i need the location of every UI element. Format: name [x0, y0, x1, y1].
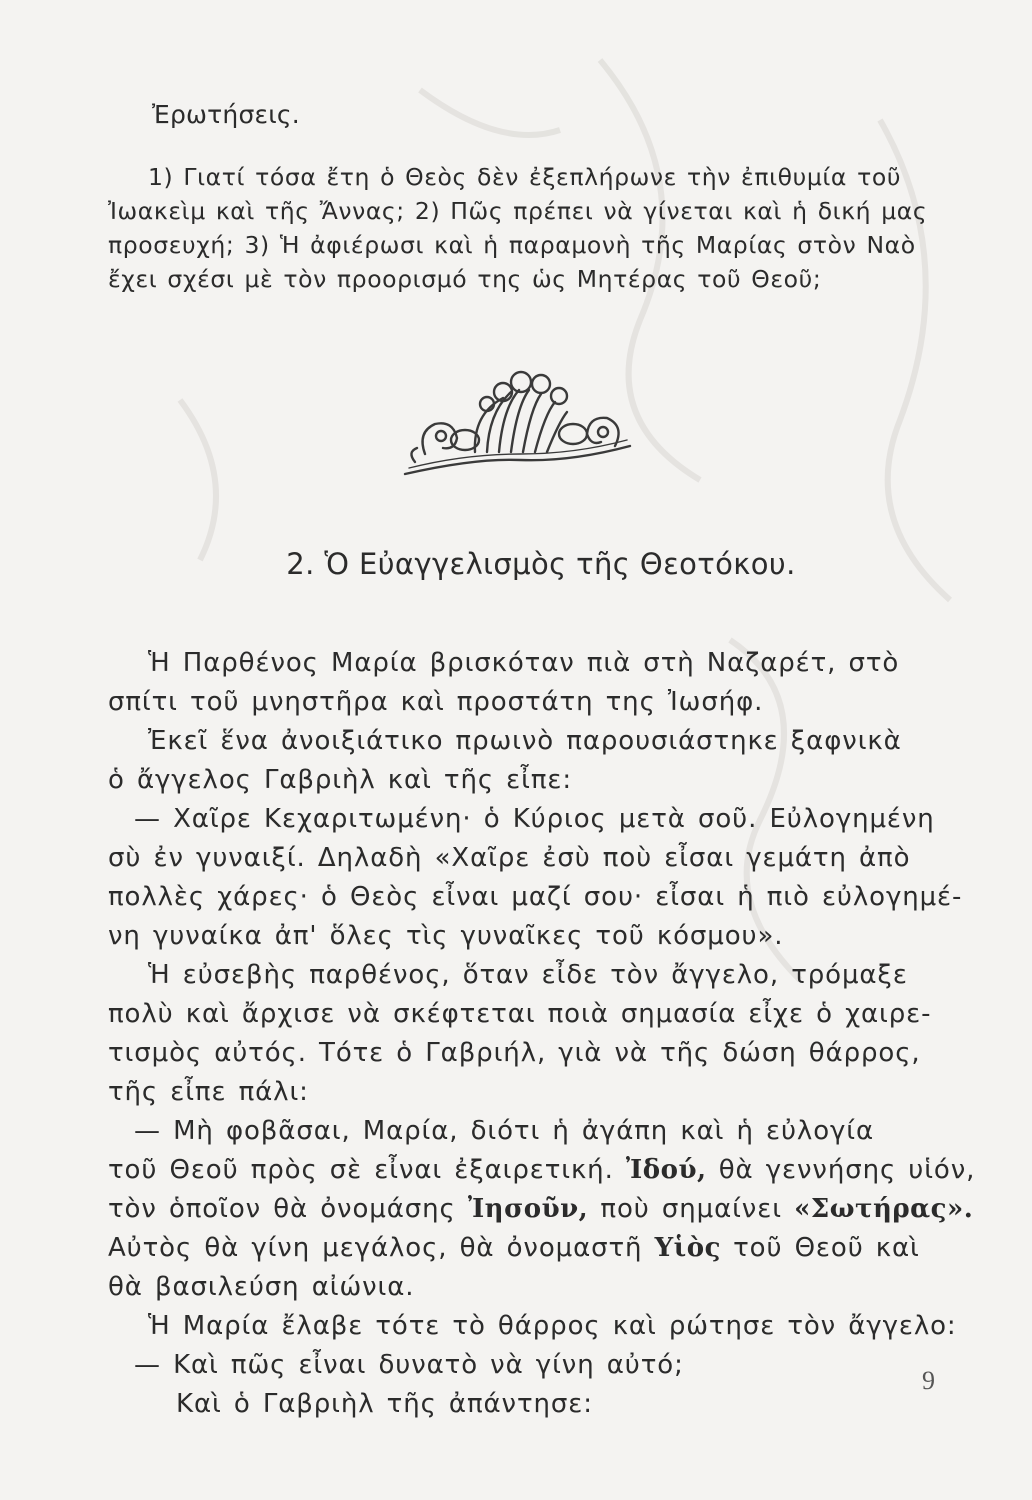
text-line: νη γυναίκα ἀπ' ὅλες τὶς γυναῖκες τοῦ κόσμου». — [108, 921, 784, 951]
emphasis-yios: Υἱὸς — [654, 1233, 721, 1263]
narrative-text — [108, 644, 976, 1424]
emphasis-idou: Ἰδού, — [625, 1155, 707, 1185]
questions-paragraph — [108, 160, 928, 296]
emphasis-iisoun: Ἰησοῦν, — [467, 1194, 589, 1224]
text-line: Ἡ Παρθένος Μαρία βρισκόταν πιὰ στὴ Ναζαρέτ, στὸ — [148, 648, 900, 678]
questions-line: 1) Γιατί τόσα ἔτη ὁ Θεὸς δὲν ἐξεπλήρωνε τὴν ἐπιθυμία τοῦ — [148, 163, 902, 191]
text-line: πολλὲς χάρες· ὁ Θεὸς εἶναι μαζί σου· εἶσαι ἡ πιὸ εὐλογημέ- — [108, 882, 963, 912]
questions-line: ἔχει σχέσι μὲ τὸν προορισμό της ὡς Μητέρας τοῦ Θεοῦ; — [108, 265, 822, 293]
text-line: Ἡ εὐσεβὴς παρθένος, ὅταν εἶδε τὸν ἄγγελο, τρόμαξε — [148, 960, 908, 990]
text-segment: Αὐτὸς θὰ γίνη μεγάλος, θὰ ὀνομαστῆ — [108, 1233, 643, 1263]
text-line: πολὺ καὶ ἄρχισε νὰ σκέφτεται ποιὰ σημασία εἶχε ὁ χαιρε- — [108, 999, 932, 1029]
text-line: σπίτι τοῦ μνηστῆρα καὶ προστάτη της Ἰωσήφ. — [108, 687, 764, 717]
text-segment: τοῦ Θεοῦ καὶ — [733, 1233, 920, 1263]
text-line: Ἡ Μαρία ἔλαβε τότε τὸ θάρρος καὶ ρώτησε τὸν ἄγγελο: — [148, 1311, 957, 1341]
text-segment: ποὺ σημαίνει — [600, 1194, 782, 1224]
page-number: 9 — [922, 1366, 935, 1395]
text-line: Καὶ ὁ Γαβριὴλ τῆς ἀπάντησε: — [176, 1389, 593, 1419]
text-segment: τὸν ὁποῖον θὰ ὀνομάσης — [108, 1194, 456, 1224]
questions-heading: Ἐρωτήσεις. — [152, 100, 300, 129]
text-line: θὰ βασιλεύση αἰώνια. — [108, 1272, 415, 1302]
tiara-ornament-icon — [395, 362, 645, 482]
text-line — [108, 1190, 974, 1229]
text-line: Ἐκεῖ ἕνα ἀνοιξιάτικο πρωινὸ παρουσιάστηκε ξαφνικὰ — [148, 726, 902, 756]
emphasis-sotiras: «Σωτήρας». — [794, 1194, 974, 1224]
text-line: σὺ ἐν γυναιξί. Δηλαδὴ «Χαῖρε ἐσὺ ποὺ εἶσαι γεμάτη ἀπὸ — [108, 843, 911, 873]
questions-line: Ἰωακεὶμ καὶ τῆς Ἄννας; 2) Πῶς πρέπει νὰ γίνεται καὶ ἡ δική μας — [108, 197, 928, 225]
text-line: — Χαῖρε Κεχαριτωμένη· ὁ Κύριος μετὰ σοῦ. Εὐλογημένη — [134, 804, 935, 834]
section-title: 2. Ὁ Εὐαγγελισμὸς τῆς Θεοτόκου. — [286, 547, 796, 581]
text-segment: τοῦ Θεοῦ πρὸς σὲ εἶναι ἐξαιρετική. — [108, 1155, 614, 1185]
text-line: — Μὴ φοβᾶσαι, Μαρία, διότι ἡ ἀγάπη καὶ ἡ εὐλογία — [134, 1116, 875, 1146]
text-segment: θὰ γεννήσης υἱόν, — [718, 1155, 976, 1185]
text-line: ὁ ἄγγελος Γαβριὴλ καὶ τῆς εἶπε: — [108, 765, 573, 795]
text-line: — Καὶ πῶς εἶναι δυνατὸ νὰ γίνη αὐτό; — [134, 1350, 684, 1380]
text-line — [108, 1229, 938, 1268]
text-line: τισμὸς αὐτός. Τότε ὁ Γαβριήλ, γιὰ νὰ τῆς δώση θάρρος, — [108, 1038, 921, 1068]
text-line — [108, 1151, 976, 1190]
questions-line: προσευχή; 3) Ἡ ἀφιέρωσι καὶ ἡ παραμονὴ τῆς Μαρίας στὸν Ναὸ — [108, 231, 916, 259]
text-line: τῆς εἶπε πάλι: — [108, 1077, 309, 1107]
